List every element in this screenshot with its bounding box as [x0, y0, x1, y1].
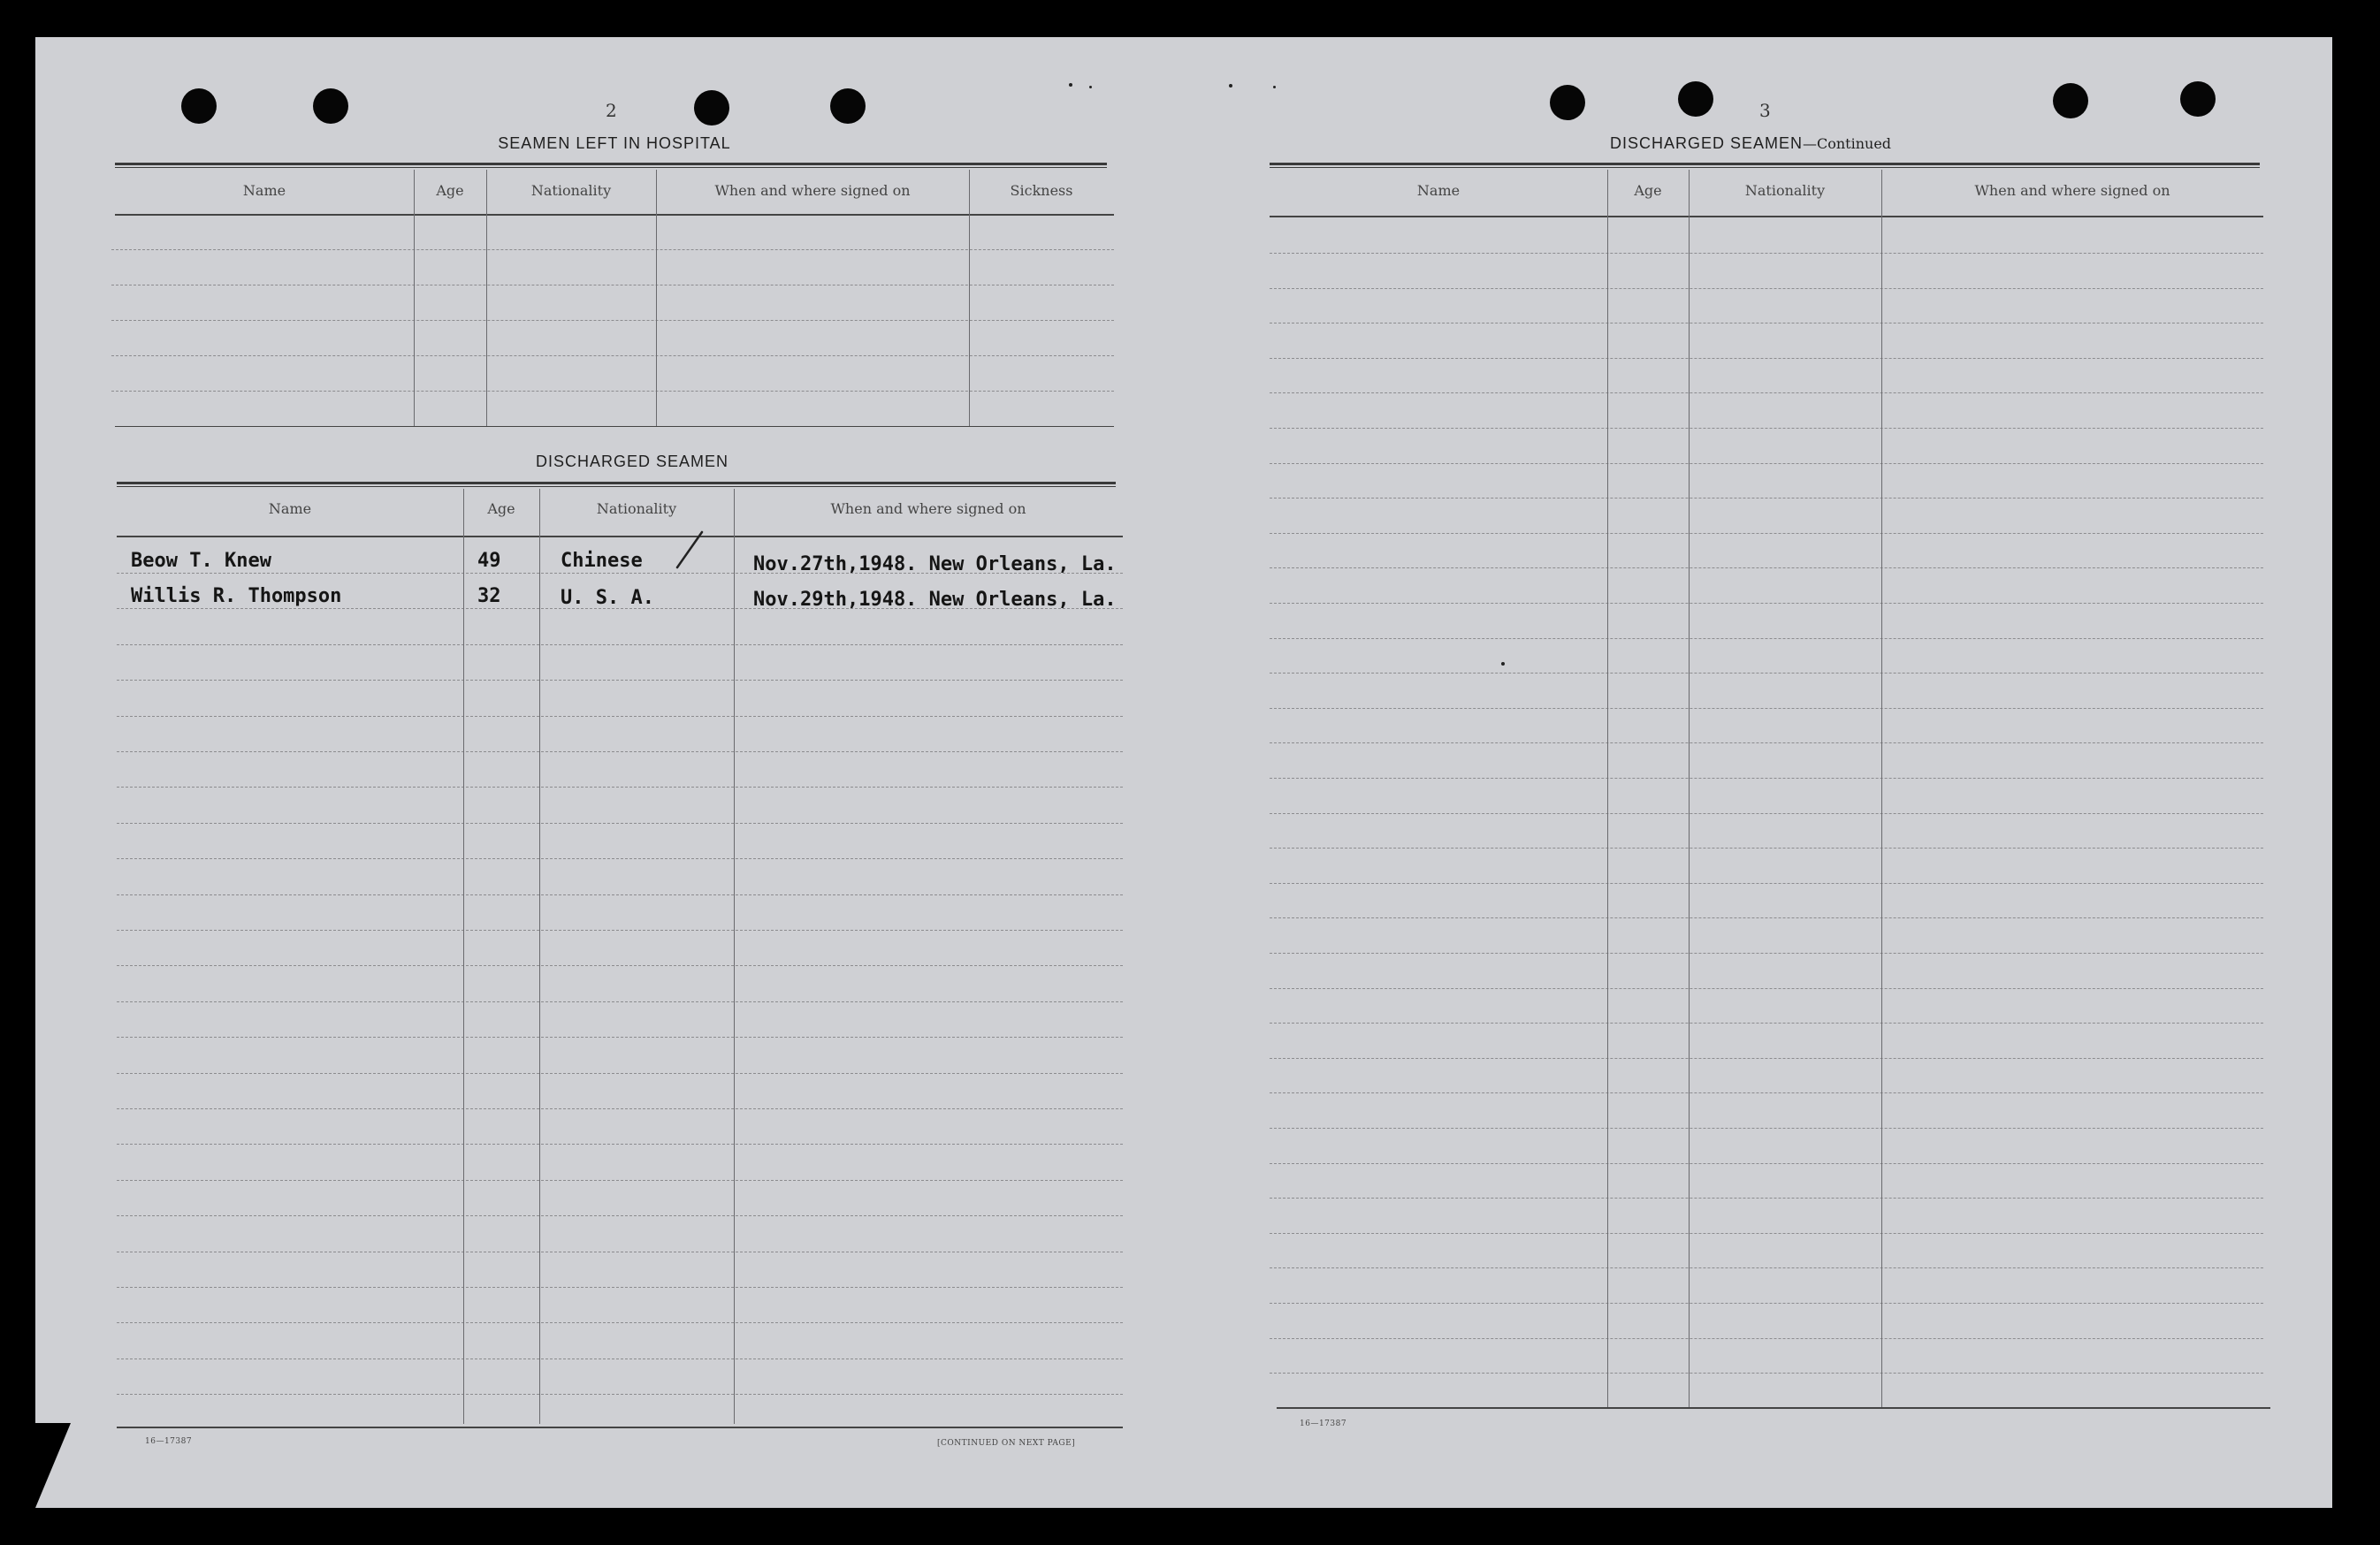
table-row: [117, 858, 1123, 859]
column-divider: [463, 489, 464, 1424]
column-header-sickness: Sickness: [1010, 182, 1073, 199]
column-divider: [414, 170, 415, 426]
table-row: [1270, 1128, 2263, 1129]
seaman-nationality: Chinese: [561, 550, 643, 572]
table-row: [1270, 1023, 2263, 1024]
discharged-header-rule: [117, 536, 1123, 537]
table-row: [117, 1322, 1123, 1323]
column-header-age: Age: [487, 500, 515, 517]
table-row: [117, 930, 1123, 931]
column-header-nationality: Nationality: [596, 500, 677, 517]
table-row: [1270, 708, 2263, 709]
table-row: [1270, 1058, 2263, 1059]
table-row: [117, 680, 1123, 681]
table-row: [111, 249, 1114, 250]
column-divider: [1607, 170, 1608, 1409]
column-header-name: Name: [242, 182, 286, 199]
binder-hole: [313, 88, 348, 124]
table-row: [1270, 953, 2263, 954]
ink-speck: [1273, 86, 1276, 88]
continued-note: [CONTINUED ON NEXT PAGE]: [937, 1439, 1076, 1448]
table-row: [117, 1001, 1123, 1002]
table-row: [117, 965, 1123, 966]
table-row: [117, 1073, 1123, 1074]
column-divider: [539, 489, 540, 1424]
seaman-age: 32: [477, 585, 501, 607]
table-row: [117, 1144, 1123, 1145]
table-row: [1270, 498, 2263, 499]
hospital-section-title: SEAMEN LEFT IN HOSPITAL: [498, 134, 731, 152]
table-row: [1270, 638, 2263, 639]
table-row: [111, 355, 1114, 356]
table-row: [1270, 883, 2263, 884]
table-row: [1270, 533, 2263, 534]
table-row: [1270, 392, 2263, 393]
page-number: 2: [606, 100, 617, 121]
table-row: [1270, 778, 2263, 779]
discharged-continued-title: [1538, 134, 1963, 153]
seaman-nationality: U. S. A.: [561, 587, 654, 609]
seaman-name: Willis R. Thompson: [131, 585, 342, 607]
discharged-bottom-rule: [117, 1427, 1123, 1428]
column-divider: [656, 170, 657, 426]
table-row: [1270, 603, 2263, 604]
table-row: [1270, 1198, 2263, 1199]
table-row: [117, 1394, 1123, 1395]
table-row: [1270, 567, 2263, 568]
column-header-name: Name: [268, 500, 312, 517]
ink-speck: [1501, 662, 1505, 666]
right-header-rule: [1270, 216, 2263, 217]
column-divider: [734, 489, 735, 1424]
table-row: [1270, 253, 2263, 254]
table-row: [1270, 288, 2263, 289]
right-bottom-rule: [1277, 1407, 2270, 1409]
column-divider: [486, 170, 487, 426]
table-row: [117, 1037, 1123, 1038]
table-row: [1270, 463, 2263, 464]
table-row: [1270, 1303, 2263, 1304]
binder-hole: [1550, 85, 1585, 120]
column-header-nationality: Nationality: [530, 182, 612, 199]
hospital-header-rule: [115, 214, 1114, 216]
title-text: DISCHARGED SEAMEN: [1609, 134, 1803, 152]
binder-hole: [181, 88, 217, 124]
column-divider: [1689, 170, 1690, 1409]
page-number: 3: [1759, 100, 1771, 121]
table-row: [111, 391, 1114, 392]
column-header-age: Age: [436, 182, 464, 199]
table-row: [117, 644, 1123, 645]
table-row: [117, 716, 1123, 717]
table-row: [1270, 358, 2263, 359]
table-row: [1270, 1092, 2263, 1093]
seaman-signed-on: Nov.29th,1948. New Orleans, La.: [753, 589, 1117, 611]
table-row: [1270, 813, 2263, 814]
column-header-age: Age: [1634, 182, 1662, 199]
hospital-bottom-rule: [115, 426, 1114, 427]
ink-speck: [1229, 84, 1232, 88]
binder-hole: [694, 90, 729, 126]
table-row: [1270, 1338, 2263, 1339]
discharged-section-title: DISCHARGED SEAMEN: [535, 453, 729, 470]
discharged-top-rule: [117, 482, 1116, 487]
column-divider: [1881, 170, 1882, 1409]
table-row: [117, 787, 1123, 788]
table-row: [1270, 1373, 2263, 1374]
table-row: [1270, 1163, 2263, 1164]
table-row: [1270, 428, 2263, 429]
table-row: [1270, 673, 2263, 674]
table-row: [117, 823, 1123, 824]
hospital-top-rule: [115, 163, 1107, 168]
table-row: [1270, 1267, 2263, 1268]
column-divider: [969, 170, 970, 426]
table-row: [117, 1180, 1123, 1181]
table-row: [1270, 988, 2263, 989]
table-row: [1270, 848, 2263, 849]
binder-hole: [1678, 81, 1713, 117]
folded-corner: [35, 1423, 71, 1508]
binder-hole: [2053, 83, 2088, 118]
column-header-signed-on: When and where signed on: [830, 500, 1026, 517]
title-suffix: —Continued: [1803, 135, 1892, 152]
table-row: [117, 751, 1123, 752]
column-header-signed-on: When and where signed on: [1974, 182, 2170, 199]
ink-speck: [1089, 86, 1092, 88]
table-row: [117, 1108, 1123, 1109]
seaman-name: Beow T. Knew: [131, 550, 271, 572]
table-row: [117, 894, 1123, 895]
form-number: 16—17387: [145, 1437, 193, 1446]
table-row: [1270, 1233, 2263, 1234]
table-row: [117, 1287, 1123, 1288]
binder-hole: [2180, 81, 2216, 117]
seaman-age: 49: [477, 550, 501, 572]
form-number: 16—17387: [1300, 1419, 1347, 1428]
table-row: [1270, 742, 2263, 743]
right-top-rule: [1270, 163, 2260, 168]
table-row: [117, 1215, 1123, 1216]
binder-hole: [830, 88, 866, 124]
ink-speck: [1069, 83, 1072, 87]
seaman-signed-on: Nov.27th,1948. New Orleans, La.: [753, 553, 1117, 575]
table-row: [111, 320, 1114, 321]
check-mark-icon: [672, 529, 707, 573]
table-row: [1270, 917, 2263, 918]
column-header-name: Name: [1416, 182, 1461, 199]
column-header-signed-on: When and where signed on: [714, 182, 911, 199]
column-header-nationality: Nationality: [1744, 182, 1826, 199]
